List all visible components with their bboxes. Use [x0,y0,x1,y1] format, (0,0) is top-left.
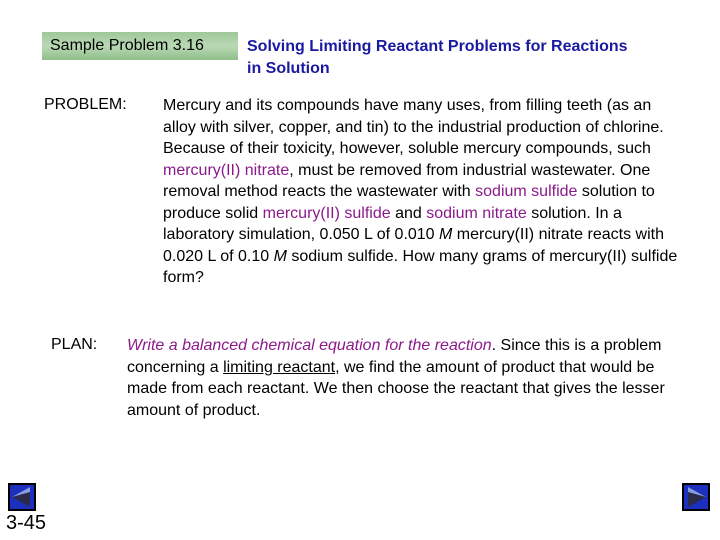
text-segment: , must be removed from industrial wastewater. One removal method reacts the wastewater with [163,161,651,200]
page-title [247,36,697,80]
text-segment: Write a balanced chemical equation for the reaction [127,337,492,354]
text-segment: mercury(II) sulfide [262,204,391,222]
text-segment: and [390,204,427,222]
text-segment: mercury(II) nitrate reacts with 0.020 L of 0.10 [163,226,664,265]
text-segment: sodium nitrate [426,204,527,222]
text-segment: mercury(II) nitrate [163,161,290,179]
text-segment: solution. In a laboratory simulation, 0.050 L of 0.010 [163,204,622,243]
next-slide-button[interactable] [682,483,710,511]
previous-slide-button[interactable] [8,483,36,511]
text-segment: M [273,247,287,265]
text-segment: Mercury and its compounds have many uses, from filling teeth (as an alloy with silver, copper, and tin) to the industrial production of chlorine. Because of their toxicity, however, soluble mercury compounds, such [163,97,664,157]
problem-text [163,95,683,289]
page-number: 3-45 [6,512,47,534]
text-segment: sodium sulfide. How many grams of mercury(II) sulfide form? [163,247,678,286]
sample-problem-label: Sample Problem 3.16 [50,37,204,54]
plan-label: PLAN: [51,336,98,353]
plan-text [127,335,687,421]
triangle-left-icon [10,485,34,509]
text-segment: sodium sulfide [475,183,578,200]
page-title-line-1: Solving Limiting Reactant Problems for Reactions [247,38,628,55]
text-segment: solution to produce solid [163,183,655,222]
text-segment: limiting reactant [223,358,336,376]
problem-label: PROBLEM: [44,96,127,113]
text-segment: , we find the amount of product that would be made from each reactant. We then choose the reactant that gives the lesser amount of product. [127,358,665,419]
text-segment: . Since this is a problem concerning a [127,337,662,376]
triangle-right-icon [684,485,708,509]
text-segment: M [439,226,453,243]
page-title-line-2: in Solution [247,60,330,77]
